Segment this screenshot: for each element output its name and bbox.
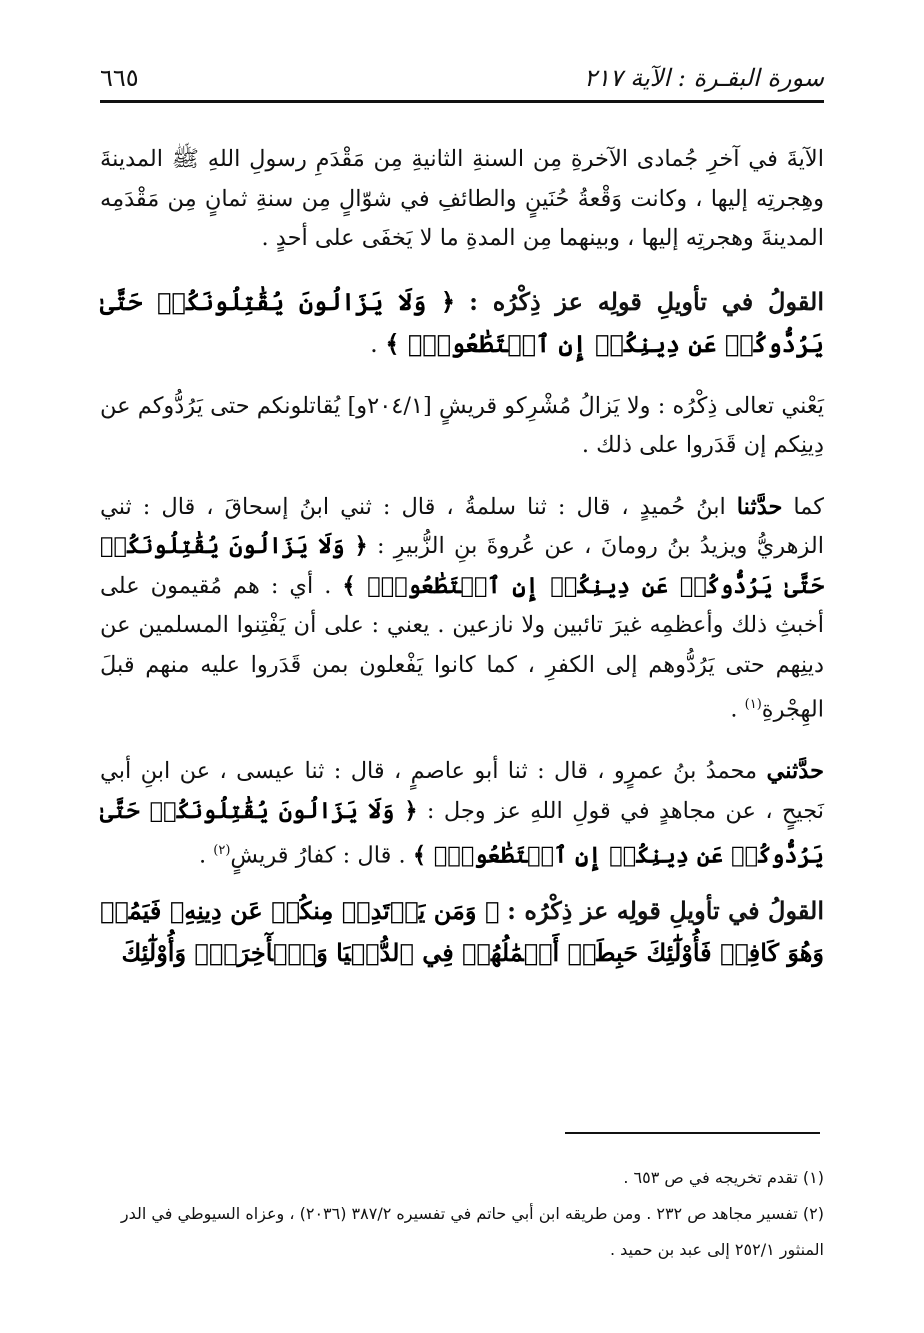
heading-1-end: .: [370, 329, 378, 358]
heading-2-verse: ﴿ وَمَن يَرۡتَدِدۡ مِنكُمۡ عَن دِينِهِۦ فَيَمُتۡ وَهُوَ كَافِرٞ فَأُوْلَٰٓئِكَ حَبِطَتۡ أَعۡمَٰلُهُمۡ فِي ٱلدُّنۡيَا وَٱلۡأٓخِرَةِۖ وَأُوْلَٰٓئِكَ: [100, 896, 824, 967]
paragraph-3-verse: ﴿ وَلَا يَزَالُونَ يُقَٰتِلُونَكُمۡ حَتَّىٰ يَرُدُّوكُمۡ عَن دِينِكُمۡ إِنِ ٱسۡتَطَٰعُواْۚ ﴾: [100, 533, 825, 599]
paragraph-3-intro: كما: [782, 493, 824, 520]
footnote-2: (٢) تفسير مجاهد ص ٢٣٢ . ومن طريقه ابن أبي حاتم في تفسيره ٣٨٧/٢ (٢٠٣٦) ، وعزاه السيوطي في الدر المنثور ٢٥٢/١ إلى عبد بن حميد .: [120, 1204, 824, 1259]
paragraph-2: يَعْني تعالى ذِكْرُه : ولا يَزالُ مُشْرِكو قريشٍ [٢٠٤/١و] يُقاتلونكم حتى يَرُدُّوكم عن دِينِكم إن قَدَروا على ذلك .: [100, 392, 824, 458]
heading-1-verse: ﴿ وَلَا يَزَالُونَ يُقَٰتِلُونَكُمۡ حَتَّىٰ يَرُدُّوكُمۡ عَن دِينِكُمۡ إِنِ ٱسۡتَطَٰعُواْۚ ﴾: [100, 286, 824, 358]
main-text: [100, 140, 824, 974]
footnotes: [100, 1160, 824, 1268]
running-title: سورة البقـرة : الآية ٢١٧: [583, 64, 824, 92]
footnote-ref-1: (١): [744, 697, 762, 712]
paragraph-4-haddathani: حدَّثني: [766, 758, 824, 784]
paragraph-4-commentary: . قال : كفارُ قريشٍ: [230, 842, 413, 869]
footnote-1: (١) تقدم تخريجه في ص ٦٥٣ .: [623, 1168, 824, 1187]
paragraph-3-end: .: [730, 696, 745, 723]
header-rule: [100, 100, 824, 103]
paragraph-3: [100, 488, 824, 731]
paragraph-3-commentary: . أي : هم مُقيمون على أخبثِ ذلك وأعظمِه غيرَ تائبين ولا نازعين . يعني : على أن يَفْتِنوا المسلمين عن دينِهم حتى يَرُدُّوهم إلى الكفرِ ، كما كانوا يَفْعلون بمن قَدَروا عليه منهم قبلَ الهِجْرةِ: [100, 572, 824, 723]
heading-2: [100, 890, 824, 974]
paragraph-4: [100, 752, 824, 876]
footnote-rule: [565, 1132, 820, 1134]
paragraph-3-isnad: ابنُ حُميدٍ ، قال : ثنا سلمةُ ، قال : ثني ابنُ إسحاقَ ، قال : ثني الزهريُّ ويزيدُ بنُ رومانَ ، عن عُروةَ بنِ الزُّبيرِ :: [100, 493, 824, 559]
page-number: ٦٦٥: [100, 64, 139, 92]
paragraph-3-haddathana: حدَّثنا: [736, 493, 783, 520]
page-header: [100, 52, 824, 92]
paragraph-4-isnad: محمدُ بنُ عمرٍو ، قال : ثنا أبو عاصمٍ ، قال : ثنا عيسى ، عن ابنِ أبي نَجيحٍ ، عن مجاهدٍ في قولِ اللهِ عز وجل :: [100, 758, 825, 824]
heading-2-lead: القولُ في تأويلِ قولِه عز ذِكْرُه :: [507, 896, 824, 925]
paragraph-1: الآيةَ في آخرِ جُمادى الآخرةِ مِن السنةِ الثانيةِ مِن مَقْدَمِ رسولِ اللهِ ﷺ المدينةَ وهِجرتِه إليها ، وكانت وَقْعةُ حُنَينٍ والطائفِ في شوّالٍ مِن سنةِ ثمانٍ مِن مَقْدَمِه المدينةَ وهجرتِه إليها ، وبينهما مِن المدةِ ما لا يَخفَى على أحدٍ .: [100, 146, 824, 251]
heading-1-lead: القولُ في تأويلِ قولِه عز ذِكْرُه :: [469, 286, 824, 316]
paragraph-4-verse: ﴿ وَلَا يَزَالُونَ يُقَٰتِلُونَكُمۡ حَتَّىٰ يَرُدُّوكُمۡ عَن دِينِكُمۡ إِنِ ٱسۡتَطَٰعُواْۚ ﴾: [100, 797, 824, 869]
footnote-ref-2: (٢): [213, 843, 231, 858]
paragraph-4-end: .: [198, 842, 214, 869]
heading-1: [100, 281, 824, 365]
